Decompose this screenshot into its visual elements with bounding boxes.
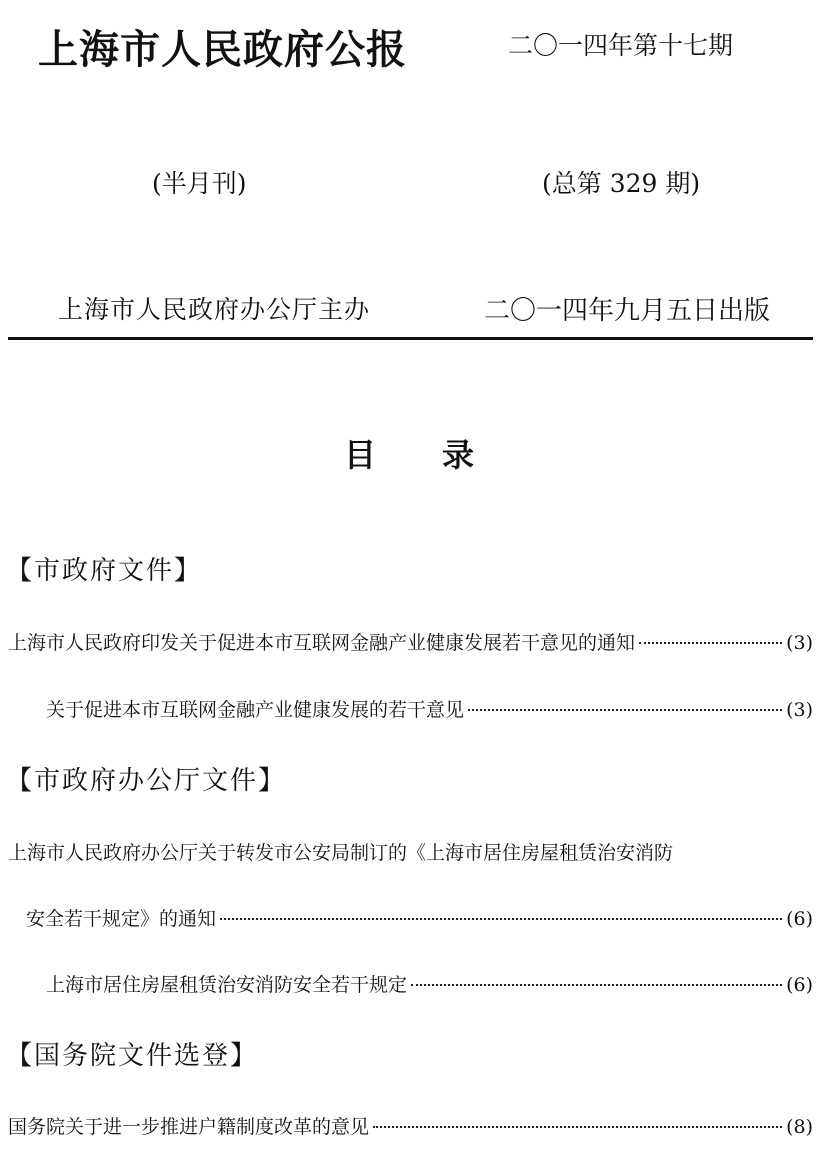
toc-entry[interactable]	[46, 970, 813, 997]
toc-entry-title: 国务院关于进一步推进户籍制度改革的意见	[8, 1116, 370, 1138]
toc-title-left: 目	[344, 436, 377, 474]
dot-leader	[411, 984, 782, 986]
toc-entry[interactable]	[46, 695, 813, 722]
sponsor-line: 上海市人民政府办公厅主办	[58, 295, 371, 324]
toc-entry-title-line1[interactable]: 上海市人民政府办公厅关于转发市公安局制订的《上海市居住房屋租赁治安消防	[8, 842, 674, 864]
header-divider	[8, 337, 813, 340]
toc-entry-title-line2: 安全若干规定》的通知	[26, 908, 217, 930]
toc-entry-page: (6)	[786, 974, 813, 996]
issue-year: 二〇一四年第十七期	[508, 31, 734, 60]
toc-entry-page: (3)	[786, 699, 813, 721]
publish-date: 二〇一四年九月五日出版	[484, 296, 771, 326]
dot-leader	[373, 1126, 782, 1128]
toc-title	[344, 430, 474, 476]
section-heading-municipal-office: 【市政府办公厅文件】	[6, 766, 287, 796]
toc-entry[interactable]	[8, 628, 813, 655]
dot-leader	[468, 709, 782, 711]
publication-name: 上海市人民政府公报	[38, 26, 407, 73]
toc-entry[interactable]	[8, 1112, 813, 1139]
toc-entry-page: (6)	[786, 908, 813, 930]
toc-entry-page: (8)	[786, 1116, 813, 1138]
toc-entry-page: (3)	[786, 632, 813, 654]
toc-entry[interactable]	[26, 904, 813, 931]
toc-title-right: 录	[442, 436, 475, 474]
toc-entry-title: 上海市人民政府印发关于促进本市互联网金融产业健康发展若干意见的通知	[8, 632, 636, 654]
dot-leader	[220, 918, 782, 920]
dot-leader	[639, 642, 782, 644]
total-issue-number: (总第 329 期)	[542, 169, 701, 198]
section-heading-municipal-gov: 【市政府文件】	[6, 556, 203, 586]
section-heading-state-council: 【国务院文件选登】	[6, 1041, 259, 1071]
toc-entry-title: 上海市居住房屋租赁治安消防安全若干规定	[46, 974, 408, 996]
publication-frequency: (半月刊)	[152, 169, 247, 198]
toc-entry-title: 关于促进本市互联网金融产业健康发展的若干意见	[46, 699, 465, 721]
